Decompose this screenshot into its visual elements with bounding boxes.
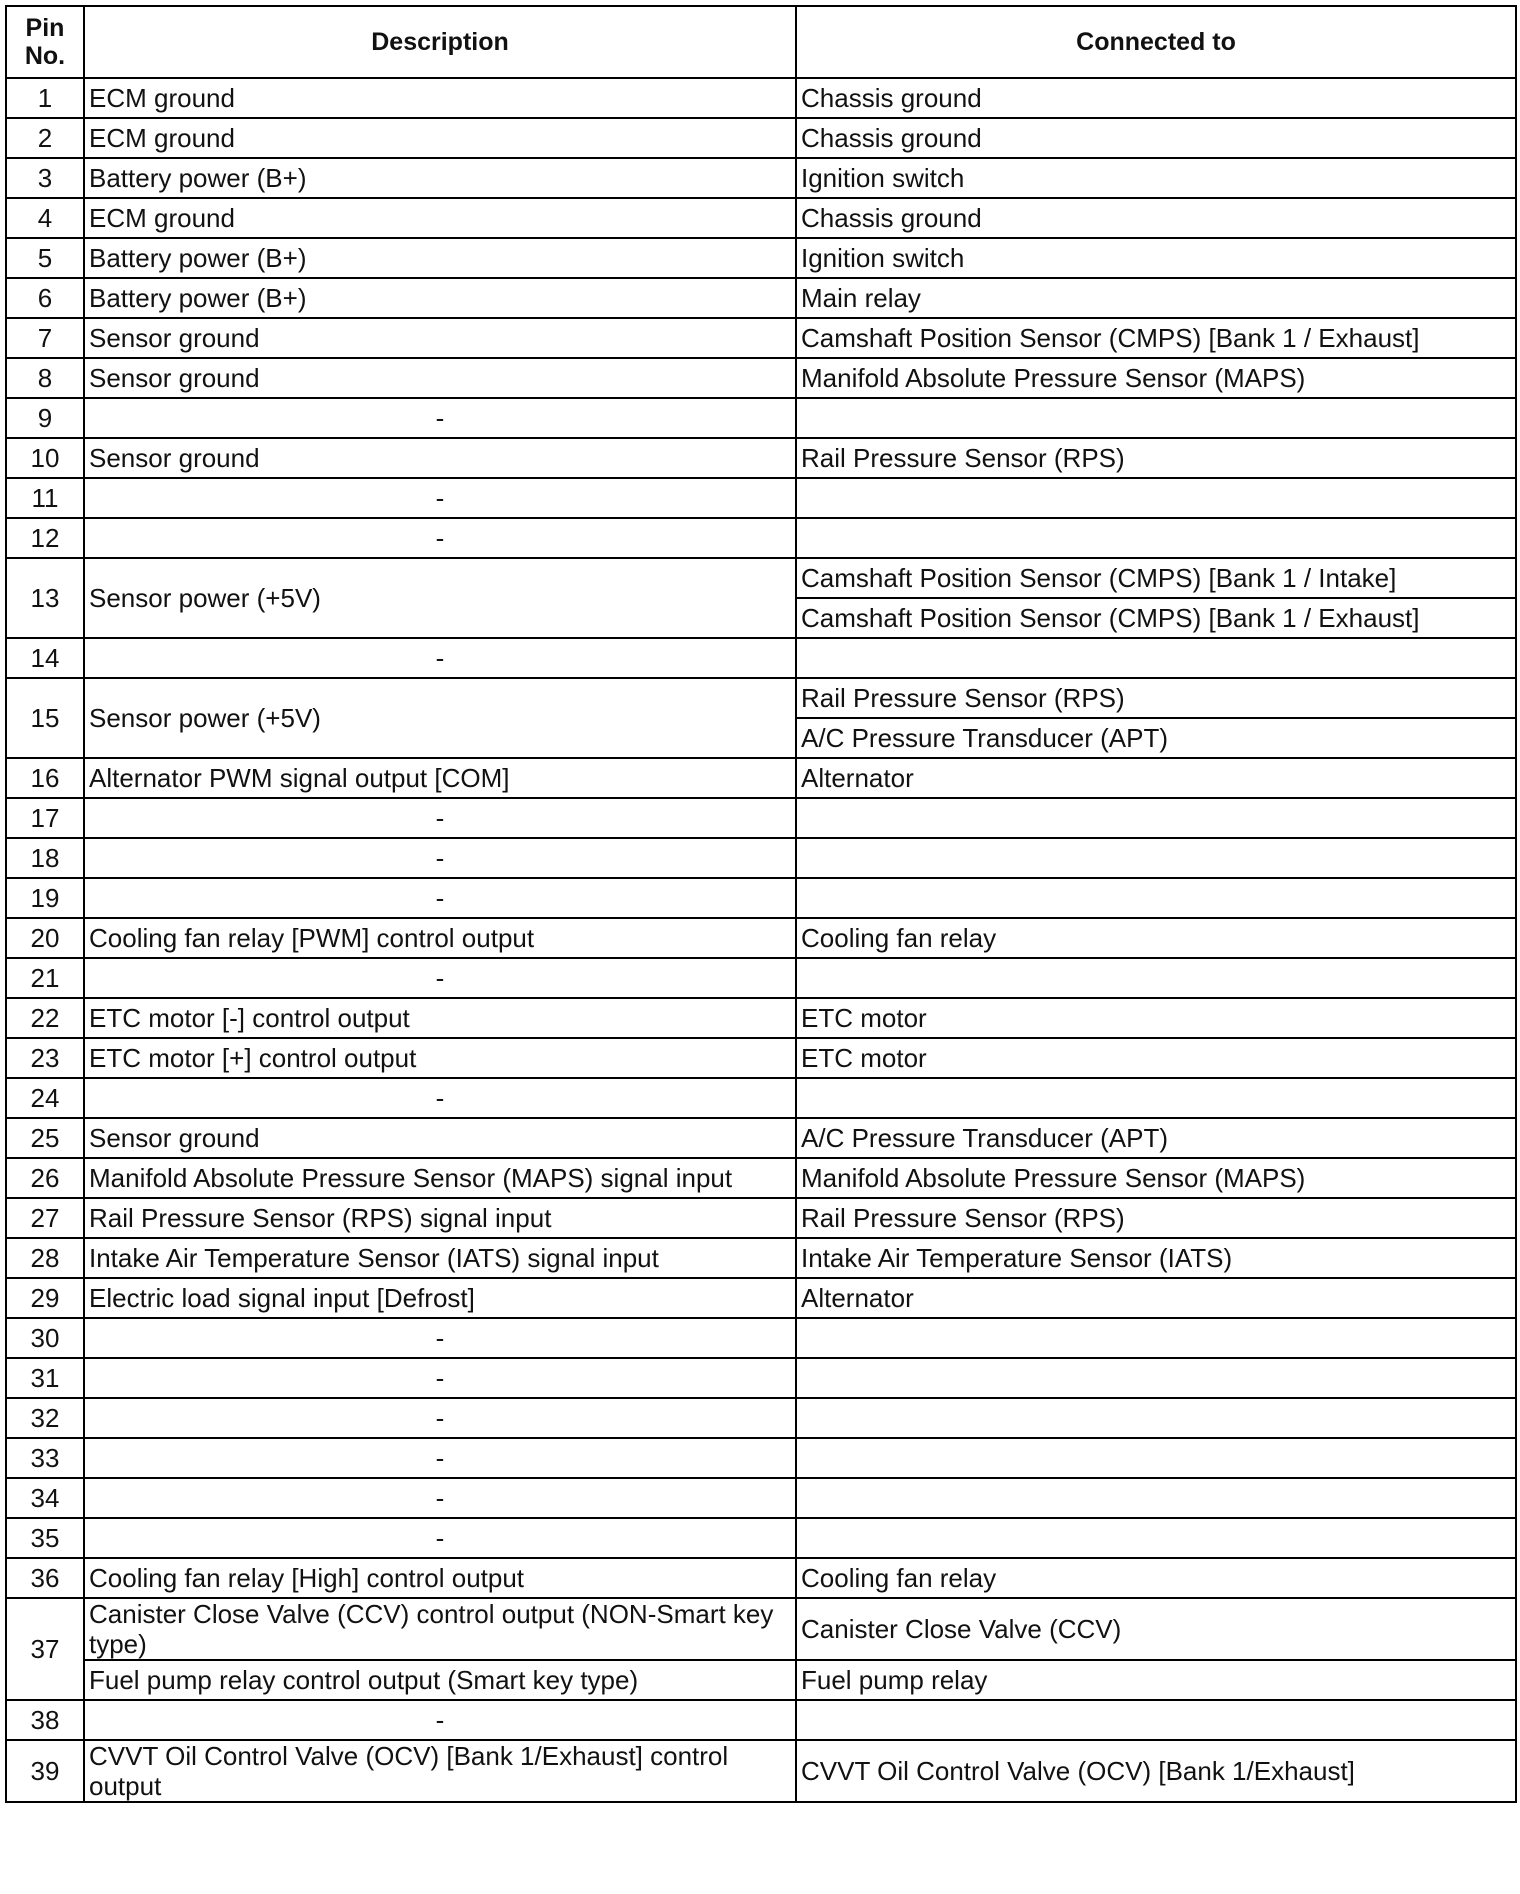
table-row xyxy=(6,1558,1516,1598)
pin-number: 23 xyxy=(6,1038,84,1078)
pin-number: 36 xyxy=(6,1558,84,1598)
pin-connected-to: Manifold Absolute Pressure Sensor (MAPS) xyxy=(796,358,1516,398)
pin-description: Battery power (B+) xyxy=(84,158,796,198)
pin-connected-to: Intake Air Temperature Sensor (IATS) xyxy=(796,1238,1516,1278)
pin-connected-to xyxy=(796,1318,1516,1358)
pin-number: 26 xyxy=(6,1158,84,1198)
pin-number: 1 xyxy=(6,78,84,118)
table-row xyxy=(6,1198,1516,1238)
pin-description: Sensor ground xyxy=(84,438,796,478)
pin-number: 24 xyxy=(6,1078,84,1118)
pin-connected-to: Alternator xyxy=(796,758,1516,798)
table-row xyxy=(6,1078,1516,1118)
table-row xyxy=(6,878,1516,918)
pin-number: 29 xyxy=(6,1278,84,1318)
table-row xyxy=(6,998,1516,1038)
pin-connected-to xyxy=(796,1518,1516,1558)
pin-connected-to xyxy=(796,1398,1516,1438)
pin-number: 38 xyxy=(6,1700,84,1740)
table-row xyxy=(6,918,1516,958)
pin-connected-to: Manifold Absolute Pressure Sensor (MAPS) xyxy=(796,1158,1516,1198)
pin-number: 34 xyxy=(6,1478,84,1518)
pin-description: - xyxy=(84,1078,796,1118)
pin-description: - xyxy=(84,398,796,438)
pin-connected-to xyxy=(796,1700,1516,1740)
pin-number: 20 xyxy=(6,918,84,958)
header-row xyxy=(6,6,1516,78)
pin-table-container xyxy=(5,5,1517,1803)
pin-description: - xyxy=(84,838,796,878)
pin-number: 9 xyxy=(6,398,84,438)
pin-connected-to: Cooling fan relay xyxy=(796,918,1516,958)
table-row xyxy=(6,1518,1516,1558)
pin-description: Fuel pump relay control output (Smart key type) xyxy=(84,1660,796,1700)
pin-number: 32 xyxy=(6,1398,84,1438)
pin-description: Sensor ground xyxy=(84,1118,796,1158)
pin-description: ECM ground xyxy=(84,118,796,158)
pin-description: - xyxy=(84,1438,796,1478)
pin-connected-to: Ignition switch xyxy=(796,158,1516,198)
pin-description: CVVT Oil Control Valve (OCV) [Bank 1/Exhaust] control output xyxy=(84,1740,796,1802)
table-row xyxy=(6,838,1516,878)
pin-number: 17 xyxy=(6,798,84,838)
pin-table-body xyxy=(6,78,1516,1802)
pin-connected-to: ETC motor xyxy=(796,998,1516,1038)
table-row xyxy=(6,318,1516,358)
header-pin-label: Pin No. xyxy=(24,14,66,70)
pin-connected-to: ETC motor xyxy=(796,1038,1516,1078)
pin-connected-to: CVVT Oil Control Valve (OCV) [Bank 1/Exhaust] xyxy=(796,1740,1516,1802)
pin-connected-to xyxy=(796,878,1516,918)
pin-description: Alternator PWM signal output [COM] xyxy=(84,758,796,798)
table-row xyxy=(6,1478,1516,1518)
pin-number: 33 xyxy=(6,1438,84,1478)
pin-connected-to xyxy=(796,518,1516,558)
table-row xyxy=(6,638,1516,678)
pin-connected-to: Chassis ground xyxy=(796,78,1516,118)
pin-connected-to: A/C Pressure Transducer (APT) xyxy=(796,1118,1516,1158)
pin-number: 10 xyxy=(6,438,84,478)
table-row xyxy=(6,1318,1516,1358)
table-row xyxy=(6,1438,1516,1478)
pin-description: - xyxy=(84,638,796,678)
pin-number: 11 xyxy=(6,478,84,518)
table-row xyxy=(6,558,1516,598)
pin-number: 31 xyxy=(6,1358,84,1398)
pin-connected-to: Camshaft Position Sensor (CMPS) [Bank 1 / Exhaust] xyxy=(796,318,1516,358)
pin-number: 4 xyxy=(6,198,84,238)
pin-description: - xyxy=(84,1518,796,1558)
pin-description: Sensor power (+5V) xyxy=(84,678,796,758)
table-row xyxy=(6,1740,1516,1802)
header-connected-to: Connected to xyxy=(796,6,1516,78)
pin-description: ETC motor [-] control output xyxy=(84,998,796,1038)
pin-description: - xyxy=(84,1700,796,1740)
pin-description: Rail Pressure Sensor (RPS) signal input xyxy=(84,1198,796,1238)
pin-connected-to xyxy=(796,798,1516,838)
pin-connected-to xyxy=(796,838,1516,878)
table-row xyxy=(6,1278,1516,1318)
pin-connected-to: Chassis ground xyxy=(796,118,1516,158)
pin-connected-to xyxy=(796,958,1516,998)
pin-connected-to: Rail Pressure Sensor (RPS) xyxy=(796,678,1516,718)
pin-description: - xyxy=(84,798,796,838)
pin-description: Cooling fan relay [PWM] control output xyxy=(84,918,796,958)
table-row xyxy=(6,1398,1516,1438)
table-row xyxy=(6,1700,1516,1740)
table-row xyxy=(6,518,1516,558)
pin-connected-to: Camshaft Position Sensor (CMPS) [Bank 1 / Intake] xyxy=(796,558,1516,598)
pin-description: - xyxy=(84,1318,796,1358)
pin-connected-to xyxy=(796,398,1516,438)
table-row xyxy=(6,758,1516,798)
pin-description: Manifold Absolute Pressure Sensor (MAPS) signal input xyxy=(84,1158,796,1198)
table-row xyxy=(6,78,1516,118)
pin-number: 16 xyxy=(6,758,84,798)
pin-number: 14 xyxy=(6,638,84,678)
pin-description: ETC motor [+] control output xyxy=(84,1038,796,1078)
pin-number: 30 xyxy=(6,1318,84,1358)
pin-connected-to: Fuel pump relay xyxy=(796,1660,1516,1700)
table-row xyxy=(6,438,1516,478)
header-description: Description xyxy=(84,6,796,78)
pin-number: 37 xyxy=(6,1598,84,1700)
pin-number: 3 xyxy=(6,158,84,198)
pin-connected-to: Camshaft Position Sensor (CMPS) [Bank 1 / Exhaust] xyxy=(796,598,1516,638)
pin-connected-to: A/C Pressure Transducer (APT) xyxy=(796,718,1516,758)
pin-connected-to: Ignition switch xyxy=(796,238,1516,278)
table-row xyxy=(6,238,1516,278)
pin-description: Sensor ground xyxy=(84,358,796,398)
pin-number: 35 xyxy=(6,1518,84,1558)
pin-description: Battery power (B+) xyxy=(84,278,796,318)
pin-description: Battery power (B+) xyxy=(84,238,796,278)
table-row xyxy=(6,958,1516,998)
table-row xyxy=(6,478,1516,518)
table-row xyxy=(6,1238,1516,1278)
pin-description: - xyxy=(84,478,796,518)
pin-number: 21 xyxy=(6,958,84,998)
pin-description: Electric load signal input [Defrost] xyxy=(84,1278,796,1318)
pin-connected-to xyxy=(796,1438,1516,1478)
pin-description: - xyxy=(84,518,796,558)
pin-connected-to xyxy=(796,1358,1516,1398)
pin-number: 19 xyxy=(6,878,84,918)
pin-number: 25 xyxy=(6,1118,84,1158)
pin-connected-to xyxy=(796,638,1516,678)
pin-number: 28 xyxy=(6,1238,84,1278)
pin-connected-to: Canister Close Valve (CCV) xyxy=(796,1598,1516,1660)
pin-description: - xyxy=(84,958,796,998)
pin-number: 13 xyxy=(6,558,84,638)
pin-number: 6 xyxy=(6,278,84,318)
pin-description: - xyxy=(84,1478,796,1518)
pin-connected-to: Rail Pressure Sensor (RPS) xyxy=(796,1198,1516,1238)
table-row xyxy=(6,118,1516,158)
pin-description: Cooling fan relay [High] control output xyxy=(84,1558,796,1598)
pin-connected-to: Cooling fan relay xyxy=(796,1558,1516,1598)
pin-description: ECM ground xyxy=(84,78,796,118)
pin-number: 2 xyxy=(6,118,84,158)
pin-number: 22 xyxy=(6,998,84,1038)
pin-number: 8 xyxy=(6,358,84,398)
pin-table xyxy=(5,5,1517,1803)
pin-connected-to: Chassis ground xyxy=(796,198,1516,238)
pin-connected-to: Main relay xyxy=(796,278,1516,318)
table-row xyxy=(6,798,1516,838)
pin-connected-to xyxy=(796,478,1516,518)
pin-number: 18 xyxy=(6,838,84,878)
table-row xyxy=(6,278,1516,318)
table-row xyxy=(6,1358,1516,1398)
table-row xyxy=(6,1158,1516,1198)
pin-description: Intake Air Temperature Sensor (IATS) signal input xyxy=(84,1238,796,1278)
pin-connected-to: Rail Pressure Sensor (RPS) xyxy=(796,438,1516,478)
pin-description: ECM ground xyxy=(84,198,796,238)
table-row xyxy=(6,1598,1516,1660)
table-row xyxy=(6,1038,1516,1078)
table-row xyxy=(6,398,1516,438)
pin-number: 39 xyxy=(6,1740,84,1802)
pin-description: Sensor power (+5V) xyxy=(84,558,796,638)
table-row xyxy=(6,1660,1516,1700)
pin-description: Sensor ground xyxy=(84,318,796,358)
pin-description: - xyxy=(84,878,796,918)
pin-number: 27 xyxy=(6,1198,84,1238)
pin-description: Canister Close Valve (CCV) control output (NON-Smart key type) xyxy=(84,1598,796,1660)
pin-connected-to xyxy=(796,1478,1516,1518)
table-row xyxy=(6,198,1516,238)
pin-number: 7 xyxy=(6,318,84,358)
table-row xyxy=(6,1118,1516,1158)
table-row xyxy=(6,678,1516,718)
pin-number: 15 xyxy=(6,678,84,758)
pin-connected-to: Alternator xyxy=(796,1278,1516,1318)
table-row xyxy=(6,158,1516,198)
pin-description: - xyxy=(84,1398,796,1438)
pin-number: 5 xyxy=(6,238,84,278)
pin-connected-to xyxy=(796,1078,1516,1118)
pin-number: 12 xyxy=(6,518,84,558)
header-pin-no xyxy=(6,6,84,78)
pin-description: - xyxy=(84,1358,796,1398)
table-row xyxy=(6,358,1516,398)
